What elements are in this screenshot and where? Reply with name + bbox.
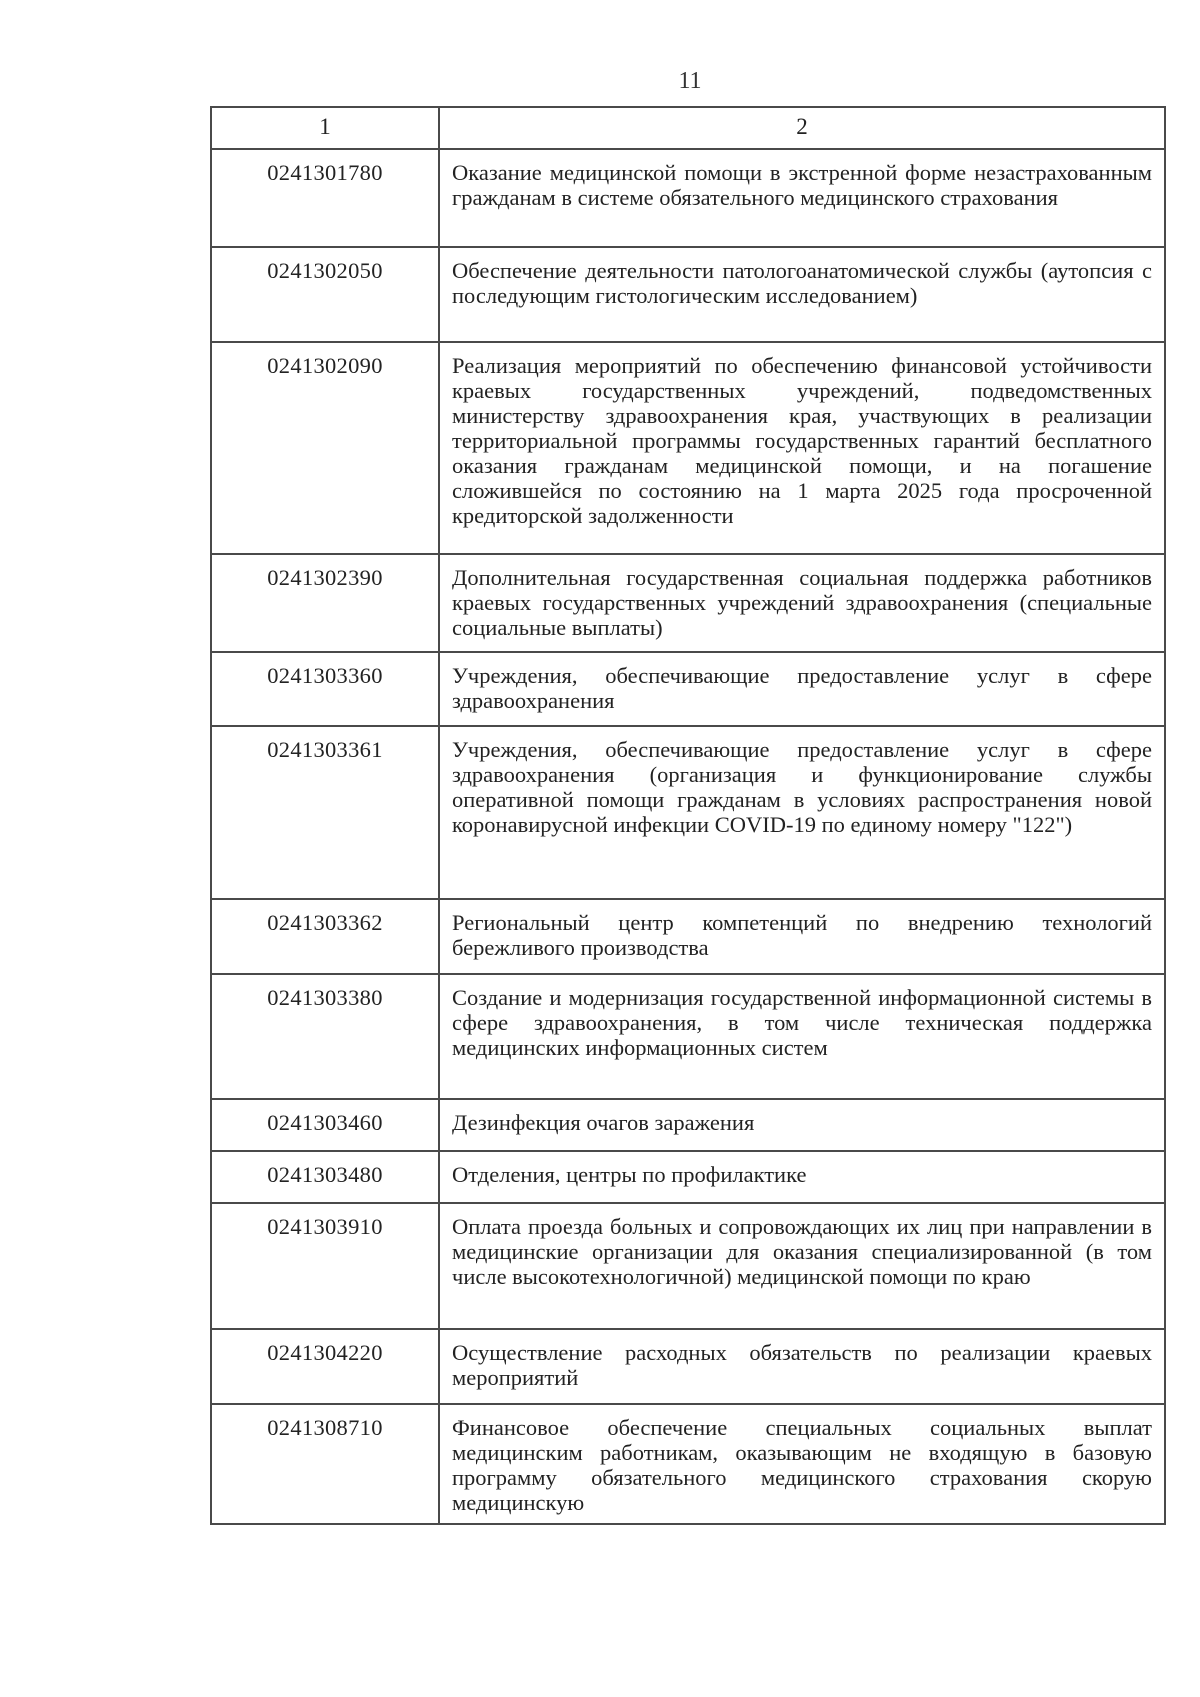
table-row — [211, 1099, 1165, 1151]
table-row — [211, 726, 1165, 899]
row-description: Учреждения, обеспечивающие предоставление услуг в сфере здравоохранения (организация и функционирование службы оперативной помощи гражданам в условиях распространения новой коронавирусной инфекции COVID-19 по единому номеру "122") — [439, 726, 1165, 899]
row-code: 0241303362 — [211, 899, 439, 974]
row-code: 0241302390 — [211, 554, 439, 652]
table-row — [211, 1404, 1165, 1524]
row-code: 0241303380 — [211, 974, 439, 1099]
row-code: 0241303480 — [211, 1151, 439, 1203]
row-code: 0241303361 — [211, 726, 439, 899]
row-description: Дополнительная государственная социальная поддержка работников краевых государственных учреждений здравоохранения (специальные социальные выплаты) — [439, 554, 1165, 652]
table-row — [211, 247, 1165, 342]
row-code: 0241308710 — [211, 1404, 439, 1524]
table-row — [211, 342, 1165, 554]
row-description: Отделения, центры по профилактике — [439, 1151, 1165, 1203]
table-row — [211, 554, 1165, 652]
row-code: 0241304220 — [211, 1329, 439, 1404]
row-description: Региональный центр компетенций по внедрению технологий бережливого производства — [439, 899, 1165, 974]
row-code: 0241303360 — [211, 652, 439, 726]
table-row — [211, 149, 1165, 247]
column-header-1: 1 — [211, 107, 439, 149]
row-description: Финансовое обеспечение специальных социальных выплат медицинским работникам, оказывающим не входящую в базовую программу обязательного медицинского страхования скорую медицинскую — [439, 1404, 1165, 1524]
table-row — [211, 1329, 1165, 1404]
row-code: 0241302090 — [211, 342, 439, 554]
row-description: Обеспечение деятельности патологоанатомической службы (аутопсия с последующим гистологическим исследованием) — [439, 247, 1165, 342]
table-row — [211, 1203, 1165, 1329]
table-row — [211, 1151, 1165, 1203]
table-row — [211, 899, 1165, 974]
row-description: Осуществление расходных обязательств по реализации краевых мероприятий — [439, 1329, 1165, 1404]
row-description: Дезинфекция очагов заражения — [439, 1099, 1165, 1151]
row-code: 0241301780 — [211, 149, 439, 247]
table-row — [211, 652, 1165, 726]
row-description: Оказание медицинской помощи в экстренной форме незастрахованным гражданам в системе обязательного медицинского страхования — [439, 149, 1165, 247]
row-description: Оплата проезда больных и сопровождающих их лиц при направлении в медицинские организации для оказания специализированной (в том числе высокотехнологичной) медицинской помощи по краю — [439, 1203, 1165, 1329]
table-header-row — [211, 107, 1165, 149]
row-code: 0241303910 — [211, 1203, 439, 1329]
page-number: 11 — [678, 68, 702, 94]
budget-classification-table — [210, 106, 1166, 1525]
row-description: Учреждения, обеспечивающие предоставление услуг в сфере здравоохранения — [439, 652, 1165, 726]
column-header-2: 2 — [439, 107, 1165, 149]
row-description: Реализация мероприятий по обеспечению финансовой устойчивости краевых государственных учреждений, подведомственных министерству здравоохранения края, участвующих в реализации территориальной программы государственных гарантий бесплатного оказания гражданам медицинской помощи, и на погашение сложившейся по состоянию на 1 марта 2025 года просроченной кредиторской задолженности — [439, 342, 1165, 554]
row-description: Создание и модернизация государственной информационной системы в сфере здравоохранения, в том числе техническая поддержка медицинских информационных систем — [439, 974, 1165, 1099]
table-row — [211, 974, 1165, 1099]
row-code: 0241303460 — [211, 1099, 439, 1151]
row-code: 0241302050 — [211, 247, 439, 342]
